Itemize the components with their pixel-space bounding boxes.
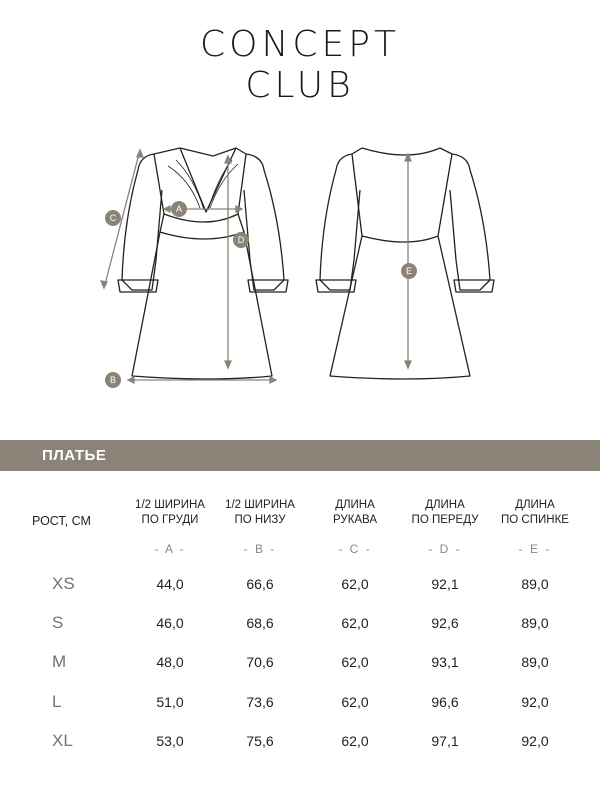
svg-text:B: B xyxy=(109,375,117,385)
column-header-5 xyxy=(495,498,575,528)
table-cell: 93,1 xyxy=(431,654,459,670)
table-cell: 89,0 xyxy=(521,654,549,670)
size-label: S xyxy=(52,613,64,632)
column-header-line1: ДЛИНА xyxy=(515,499,555,511)
column-header-1 xyxy=(130,498,210,528)
svg-text:A: A xyxy=(175,204,183,214)
section-title: ПЛАТЬЕ xyxy=(42,447,107,464)
table-cell: 73,6 xyxy=(246,694,274,710)
column-header-line1: ДЛИНА xyxy=(425,499,465,511)
table-cell: 92,0 xyxy=(521,694,549,710)
table-cell: 97,1 xyxy=(431,733,459,749)
front-waistband xyxy=(160,214,244,239)
table-cell: 89,0 xyxy=(521,576,549,592)
dress-technical-drawing xyxy=(0,130,600,400)
column-header-line1: 1/2 ШИРИНА xyxy=(135,499,205,511)
column-code-label: - A - xyxy=(154,542,186,556)
table-cell: 44,0 xyxy=(156,576,184,592)
size-label: XL xyxy=(52,731,73,750)
column-header-4 xyxy=(405,498,485,528)
marker-e xyxy=(401,263,417,279)
brand-logo-line1: CONCEPT xyxy=(200,24,400,65)
table-cell: 62,0 xyxy=(341,615,369,631)
svg-text:C: C xyxy=(109,213,117,223)
table-cell: 96,6 xyxy=(431,694,459,710)
column-header-2 xyxy=(220,498,300,528)
column-header-line1: 1/2 ШИРИНА xyxy=(225,499,295,511)
column-code-label: - E - xyxy=(518,542,552,556)
column-code-label: - B - xyxy=(243,542,277,556)
column-header-line1: ДЛИНА xyxy=(335,499,375,511)
table-cell: 62,0 xyxy=(341,654,369,670)
front-right-sleeve xyxy=(244,154,284,290)
marker-d xyxy=(233,232,249,248)
brand-logo-line2: CLUB xyxy=(245,65,355,106)
front-left-sleeve xyxy=(122,154,162,290)
back-waist-seam xyxy=(362,236,438,242)
table-cell: 68,6 xyxy=(246,615,274,631)
marker-b xyxy=(105,372,121,388)
size-label: M xyxy=(52,652,67,671)
table-cell: 89,0 xyxy=(521,615,549,631)
size-label: L xyxy=(52,692,62,711)
table-cell: 46,0 xyxy=(156,615,184,631)
table-cell: 92,6 xyxy=(431,615,459,631)
height-column-header: РОСТ, СМ xyxy=(32,514,91,528)
column-header-line2: ПО ГРУДИ xyxy=(141,514,199,526)
column-header-line2: ПО НИЗУ xyxy=(234,514,286,526)
column-header-line2: ПО ПЕРЕДУ xyxy=(411,514,479,526)
back-right-sleeve xyxy=(450,154,490,290)
column-code-label: - C - xyxy=(338,542,372,556)
size-label: XS xyxy=(52,574,75,593)
table-cell: 62,0 xyxy=(341,733,369,749)
column-header-line2: ПО СПИНКЕ xyxy=(501,514,569,526)
table-cell: 70,6 xyxy=(246,654,274,670)
table-cell: 92,0 xyxy=(521,733,549,749)
table-cell: 92,1 xyxy=(431,576,459,592)
back-bodice-outline xyxy=(330,148,470,379)
table-cell: 66,6 xyxy=(246,576,274,592)
table-cell: 48,0 xyxy=(156,654,184,670)
marker-a xyxy=(171,201,187,217)
column-header-3 xyxy=(315,498,395,528)
table-cell: 51,0 xyxy=(156,694,184,710)
svg-text:E: E xyxy=(405,266,413,276)
table-cell: 53,0 xyxy=(156,733,184,749)
table-cell: 62,0 xyxy=(341,694,369,710)
svg-text:D: D xyxy=(237,235,245,245)
table-cell: 62,0 xyxy=(341,576,369,592)
table-cell: 75,6 xyxy=(246,733,274,749)
column-code-label: - D - xyxy=(428,542,462,556)
column-header-line2: РУКАВА xyxy=(332,514,378,526)
marker-c xyxy=(105,210,121,226)
section-title-bar xyxy=(0,440,600,471)
